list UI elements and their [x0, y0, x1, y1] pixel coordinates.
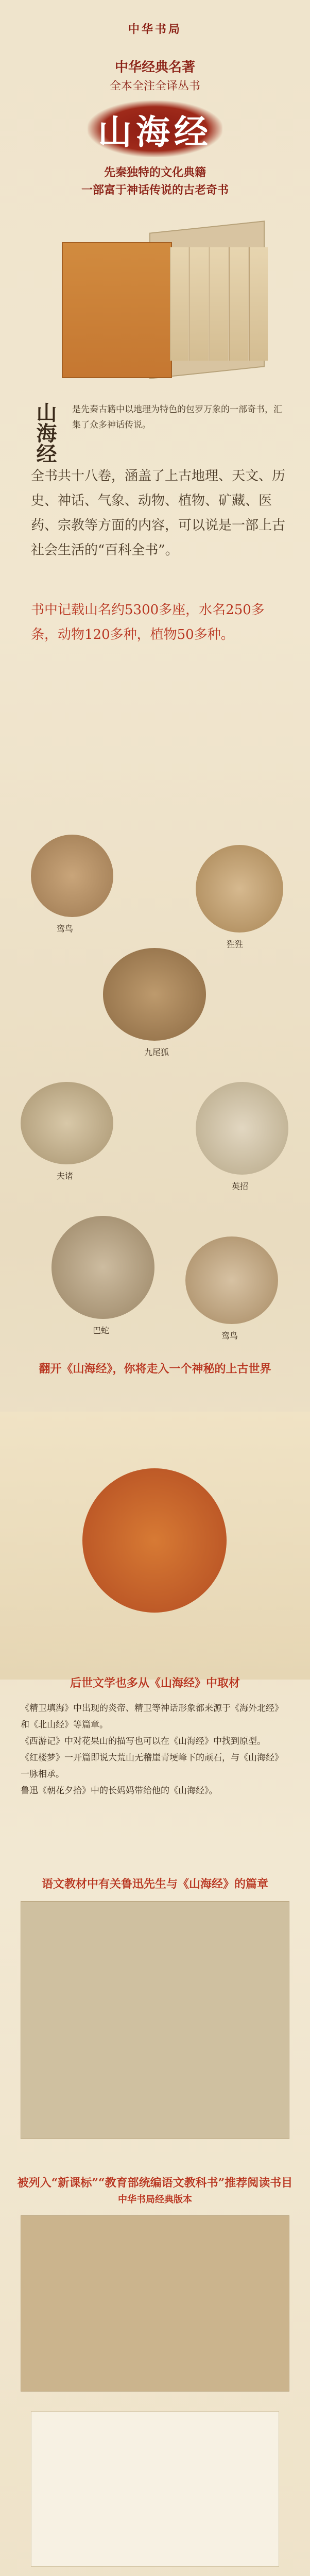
creature-image: [21, 1082, 113, 1164]
literature-title: 后世文学也多从《山海经》中取材: [70, 1676, 240, 1690]
series-title: 中华经典名著: [114, 60, 195, 75]
waves-illustration: [0, 1412, 310, 1680]
brand-logo: 中华书局: [128, 23, 182, 36]
book-title-banner: [88, 100, 222, 157]
book-photo: [21, 2215, 289, 2392]
literature-paragraph: 《红楼梦》一开篇即说大荒山无稽崖青埂峰下的顽石，与《山海经》一脉相承。: [21, 1753, 283, 1780]
creature-label: 九尾狐: [144, 1047, 169, 1057]
creature-label: 英招: [232, 1181, 249, 1191]
literature-paragraphs: [21, 1700, 288, 1799]
book-title: 山海经: [88, 100, 222, 157]
literature-paragraph: 鲁迅《朝花夕拾》中的长妈妈带给他的《山海经》。: [21, 1786, 218, 1796]
creature-label: 鸾鸟: [57, 924, 74, 934]
literature-paragraph: 《精卫填海》中出现的炎帝、精卫等神话形象都来源于《海外北经》和《北山经》等篇章。: [21, 1703, 283, 1730]
intro-heading: 山海经: [33, 402, 57, 464]
creature-image: [31, 835, 113, 917]
intro-text-2: 全书共十八卷，涵盖了上古地理、天文、历史、神话、气象、动物、植物、矿藏、医药、宗教等方面的内容，可以说是一部上古社会生活的“百科全书”。: [31, 468, 286, 558]
box-front: [62, 242, 172, 378]
tagline-1: 先秦独特的文化典籍: [104, 166, 206, 179]
tagline-2: 一部富于神话传说的古老奇书: [81, 183, 229, 197]
sun-circle: [82, 1468, 227, 1613]
creature-image: [185, 1236, 278, 1324]
creature-image: [103, 948, 206, 1041]
creatures-gallery: [0, 814, 310, 1448]
open-book-photo: [31, 2411, 279, 2567]
collection-title: 被列入“新课标”“教育部统编语文教科书”推荐阅读书目: [17, 2176, 293, 2190]
creature-label: 狌狌: [227, 939, 244, 949]
literature-paragraph: 《西游记》中对花果山的描写也可以在《山海经》中找到原型。: [21, 1736, 266, 1747]
creature-image: [196, 845, 283, 933]
intro-text-1: 是先秦古籍中以地理为特色的包罗万象的一部奇书，汇集了众多神话传说。: [72, 404, 282, 430]
textbook-photo: [21, 1901, 289, 2139]
collection-subtitle: 中华书局经典版本: [118, 2194, 192, 2205]
series-subtitle: 全本全注全译丛书: [109, 80, 200, 93]
creatures-caption: 翻开《山海经》，你将走入一个神秘的上古世界: [39, 1362, 271, 1376]
classroom-title: 语文教材中有关鲁迅先生与《山海经》的篇章: [41, 1877, 268, 1891]
creature-image: [51, 1216, 154, 1319]
creature-label: 巴蛇: [93, 1326, 110, 1335]
book-box-photo: [31, 206, 278, 376]
creature-image: [196, 1082, 288, 1175]
intro-text-3: 书中记载山名约5300多座，水名250多条，动物120多种，植物50多种。: [31, 602, 265, 642]
creature-label: 夫诸: [57, 1171, 74, 1181]
creature-label: 鸾鸟: [221, 1331, 238, 1341]
book-spines: [170, 247, 268, 361]
